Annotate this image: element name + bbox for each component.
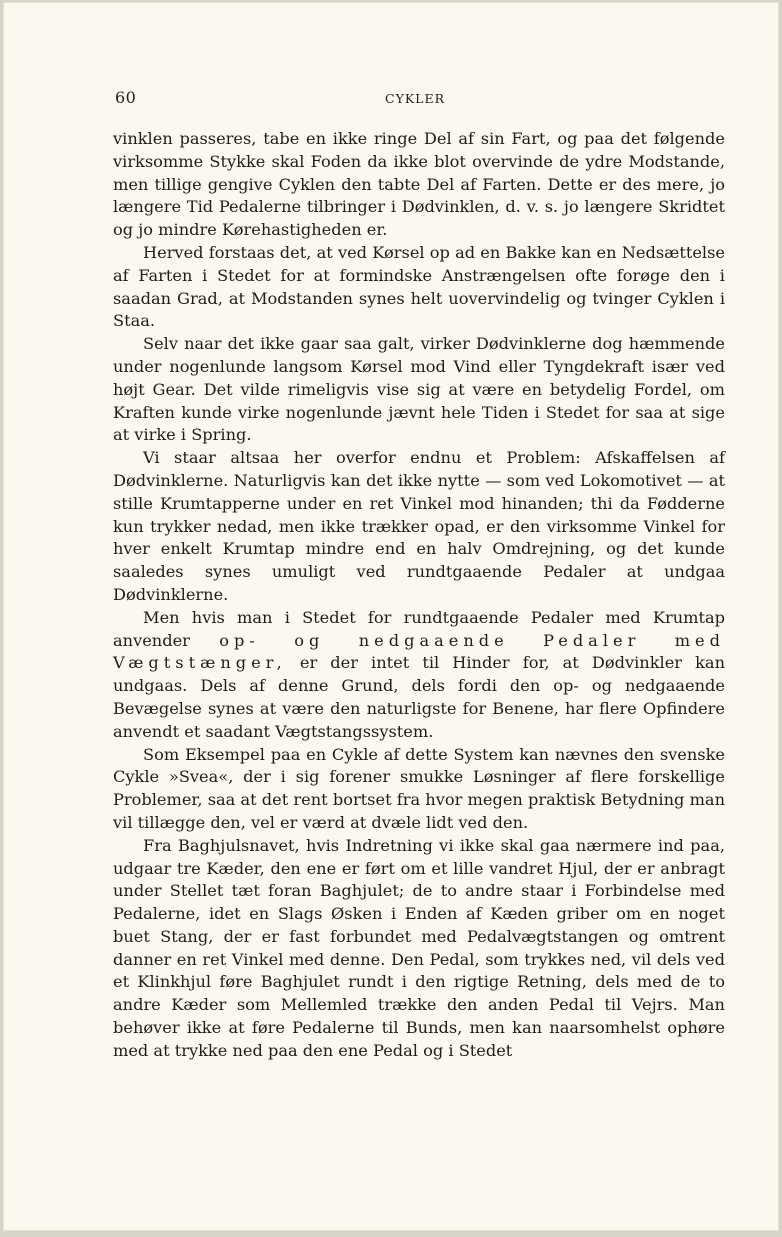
paragraph: Selv naar det ikke gaar saa galt, virker Dødvinklerne dog hæmmende under nogenlunde langsom Kørsel mod Vind eller Tyngdekraft især ved højt Gear. Det vilde rimeligvis vise sig at være en betydelig Fordel, om Kraften kunde virke nogenlunde jævnt hele Tiden i Stedet for saa at sige at virke i Spring. [113,334,725,445]
paragraph: Vi staar altsaa her overfor endnu et Problem: Afskaffelsen af Dødvinklerne. Naturligvis kan det ikke nytte — som ved Lokomotivet — at stille Krumtapperne under en ret Vinkel mod hinanden; thi da Fødderne kun trykker nedad, men ikke trækker opad, er den virksomme Vinkel for hver enkelt Krumtap mindre end en halv Omdrejning, og det kunde saaledes synes umuligt ved rundtgaaende Pedaler at undgaa Dødvinklerne. [113,448,725,604]
running-title: CYKLER [385,91,445,106]
paragraph-rest: er der intet til Hinder for, at Dødvinkler kan undgaas. Dels af denne Grund, dels fordi den op- og nedgaaende Bevægelse synes at være den naturligste for Benene, har flere Opfindere anvendt et saadant Vægtstangssystem. [113,653,725,741]
paragraph: Herved forstaas det, at ved Kørsel op ad en Bakke kan en Nedsættelse af Farten i Stedet for at formindske Anstrængelsen ofte forøge den i saadan Grad, at Modstanden synes helt uovervindelig og tvinger Cyklen i Staa. [113,242,725,331]
paragraph-lead: Men hvis man i Stedet for rundtgaaende Pedaler med Krumtap anvender [113,607,725,650]
paragraph-with-emphasis [113,607,725,744]
body-text [113,128,725,1063]
spaced-emphasis: op- og nedgaaende Pedaler med Vægtstænger, [113,630,725,673]
paragraph: vinklen passeres, tabe en ikke ringe Del af sin Fart, og paa det følgende virksomme Stykke skal Foden da ikke blot overvinde de ydre Modstande, men tillige gengive Cyklen den tabte Del af Farten. Dette er des mere, jo længere Tid Pedalerne tilbringer i Dødvinklen, d. v. s. jo længere Skridtet og jo mindre Kørehastigheden er. [113,129,725,240]
paragraph: Fra Baghjulsnavet, hvis Indretning vi ikke skal gaa nærmere ind paa, udgaar tre Kæder, den ene er ført om et lille vandret Hjul, der er anbragt under Stellet tæt foran Baghjulet; de to andre staar i Forbindelse med Pedalerne, idet en Slags Øsken i Enden af Kæden griber om en noget buet Stang, der er fast forbundet med Pedalvægtstangen og omtrent danner en ret Vinkel med denne. Den Pedal, som trykkes ned, vil dels ved et Klinkhjul føre Baghjulet rundt i den rigtige Retning, dels med de to andre Kæder som Mellemled trække den anden Pedal til Vejrs. Man behøver ikke at føre Pedalerne til Bunds, men kan naarsomhelst ophøre med at trykke ned paa den ene Pedal og i Stedet [113,835,725,1060]
page-header [115,88,727,110]
page-number: 60 [115,88,137,107]
book-page [3,2,779,1231]
paragraph: Som Eksempel paa en Cykle af dette System kan nævnes den svenske Cykle »Svea«, der i sig forener smukke Løsninger af flere forskellige Problemer, saa at det rent bortset fra hvor megen praktisk Betydning man vil tillægge den, vel er værd at dvæle lidt ved den. [113,744,725,832]
